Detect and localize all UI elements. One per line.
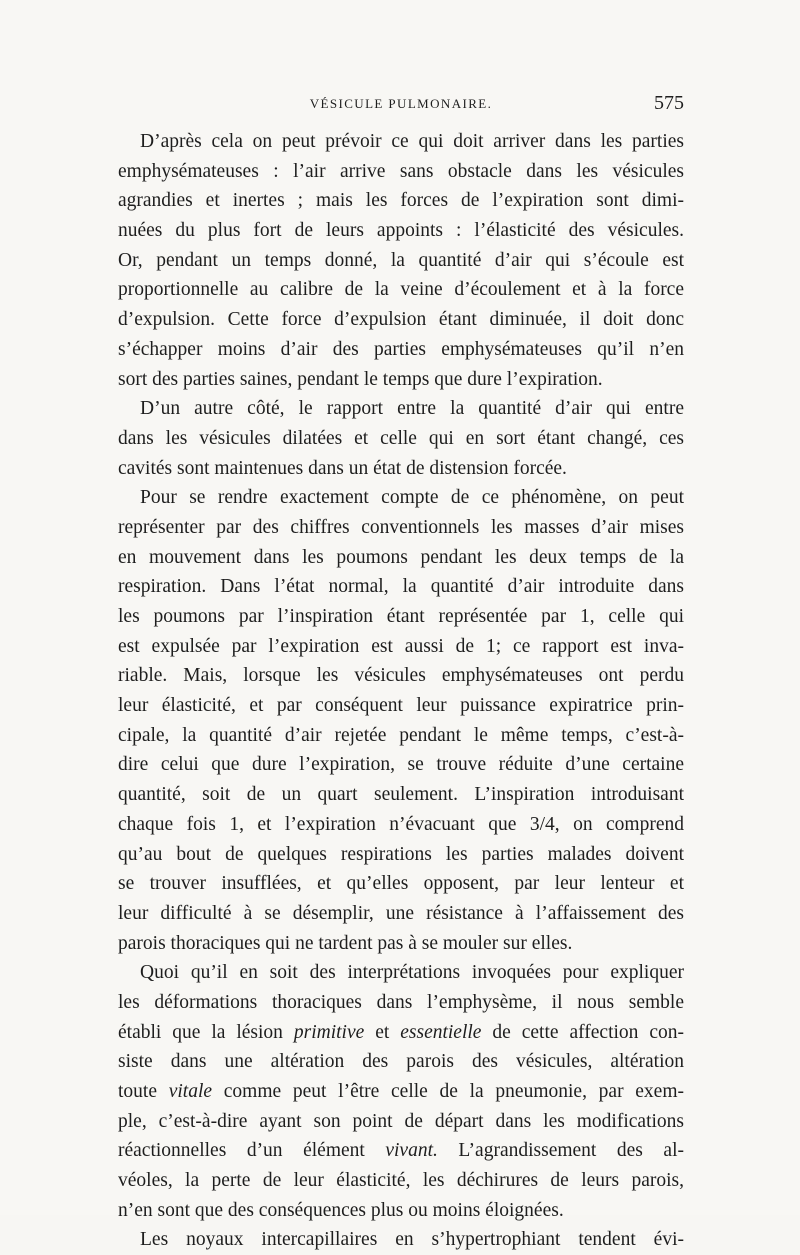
text-line: qu’au bout de quelques respirations les parties malades doivent (118, 843, 684, 865)
text-line: se trouver insufflées, et qu’elles opposent, par leur lenteur et (118, 873, 684, 895)
text-line: proportionnelle au calibre de la veine d’écoulement et à la force (118, 279, 684, 301)
text-line: les poumons par l’inspiration étant représentée par 1, celle qui (118, 606, 684, 627)
text-line (118, 1018, 684, 1048)
text-run: comme peut l’être celle de la pneumonie, par exem- (212, 1081, 684, 1102)
italic-term: vivant. (385, 1140, 438, 1162)
text-line: leur élasticité, et par conséquent leur puissance expiratrice prin- (118, 695, 684, 717)
text-line: sort des parties saines, pendant le temps que dure l’expiration. (118, 368, 603, 390)
text-line: emphysémateuses : l’air arrive sans obstacle dans les vésicules (118, 160, 684, 182)
text-line: représenter par des chiffres conventionnels les masses d’air mises (118, 516, 684, 538)
text-line (118, 1077, 684, 1107)
text-line: D’après cela on peut prévoir ce qui doit arriver dans les parties (140, 131, 684, 152)
italic-term: vitale (168, 1081, 213, 1102)
text-line: cavités sont maintenues dans un état de distension forcée. (118, 457, 567, 479)
italic-term: essentielle (400, 1021, 482, 1043)
italic-term: primitive (293, 1021, 365, 1043)
page-header (118, 92, 684, 116)
text-line: cipale, la quantité d’air rejetée pendant le même temps, c’est-à- (118, 724, 684, 746)
text-line: ple, c’est-à-dire ayant son point de départ dans les modifications (118, 1110, 684, 1132)
text-line: en mouvement dans les poumons pendant les deux temps de la (118, 546, 684, 568)
text-line: Pour se rendre exactement compte de ce phénomène, on peut (140, 487, 684, 509)
text-line: respiration. Dans l’état normal, la quantité d’air introduite dans (118, 576, 684, 598)
text-run: L’agrandissement des al- (437, 1140, 684, 1162)
page-number: 575 (654, 92, 684, 114)
text-line: dans les vésicules dilatées et celle qui en sort étant changé, ces (118, 427, 684, 449)
text-run: réactionnelles d’un élément (118, 1140, 386, 1162)
text-line: n’en sont que des conséquences plus ou moins éloignées. (118, 1199, 564, 1221)
text-line: D’un autre côté, le rapport entre la quantité d’air qui entre (140, 398, 684, 420)
text-line: est expulsée par l’expiration est aussi de 1; ce rapport est inva- (118, 635, 684, 657)
text-line: Or, pendant un temps donné, la quantité d’air qui s’écoule est (118, 249, 684, 271)
text-line: riable. Mais, lorsque les vésicules emphysémateuses ont perdu (118, 665, 684, 687)
text-run: de cette affection con- (481, 1021, 684, 1043)
text-line: chaque fois 1, et l’expiration n’évacuant que 3/4, on comprend (118, 813, 684, 835)
text-line: s’échapper moins d’air des parties emphysémateuses qu’il n’en (118, 338, 684, 360)
text-line: les déformations thoraciques dans l’emphysème, il nous semble (118, 991, 684, 1013)
text-line: leur difficulté à se désemplir, une résistance à l’affaissement des (118, 902, 684, 924)
text-line (118, 1136, 684, 1166)
text-line: Quoi qu’il en soit des interprétations invoquées pour expliquer (140, 962, 684, 984)
text-line: d’expulsion. Cette force d’expulsion étant diminuée, il doit donc (118, 309, 684, 331)
text-line: nuées du plus fort de leurs appoints : l’élasticité des vésicules. (118, 220, 684, 242)
text-line: agrandies et inertes ; mais les forces de l’expiration sont dimi- (118, 190, 684, 212)
text-run: établi que la lésion (118, 1021, 294, 1043)
text-line: parois thoraciques qui ne tardent pas à se mouler sur elles. (118, 932, 573, 954)
running-title: VÉSICULE PULMONAIRE. (309, 96, 493, 111)
text-line: quantité, soit de un quart seulement. L’inspiration introduisant (118, 784, 684, 806)
text-line: Les noyaux intercapillaires en s’hypertrophiant tendent évi- (140, 1229, 684, 1251)
body-text (118, 127, 684, 1255)
text-line: siste dans une altération des parois des vésicules, altération (118, 1051, 684, 1073)
text-run: toute (118, 1081, 169, 1102)
text-run: et (364, 1021, 401, 1043)
text-line: dire celui que dure l’expiration, se trouve réduite d’une certaine (118, 754, 684, 776)
text-line: véoles, la perte de leur élasticité, les déchirures de leurs parois, (118, 1170, 684, 1192)
